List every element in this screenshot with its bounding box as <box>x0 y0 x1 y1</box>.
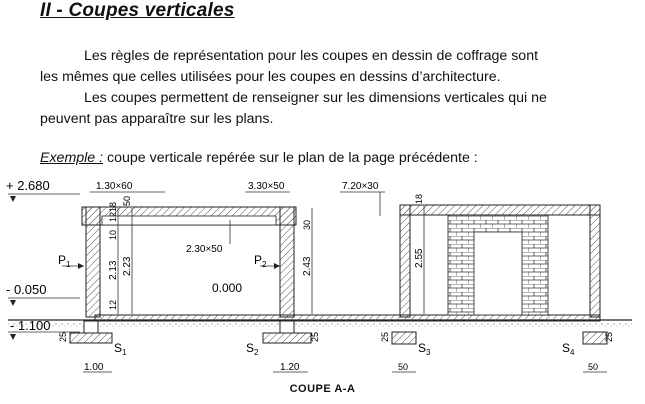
footing-s3: $S_3$ <box>418 341 431 357</box>
paragraph-purpose <box>40 88 610 130</box>
paragraph-rules <box>40 46 610 88</box>
example-label: Exemple : <box>40 150 104 166</box>
section-label-a: 1.30×60 <box>96 181 133 192</box>
dim-10: 10 <box>108 229 118 240</box>
right-wall-top <box>400 205 600 215</box>
floor-level-value: 0.000 <box>212 281 243 295</box>
dim-243: 2.43 <box>302 256 313 276</box>
dim-18a: 18 <box>108 201 118 212</box>
right-wall-right <box>590 205 600 317</box>
paragraph-purpose-rest: peuvent pas apparaître sur les plans. <box>40 111 274 127</box>
dim-25b: 25 <box>310 331 320 342</box>
width-50b: 50 <box>588 362 599 372</box>
column-p1 <box>86 207 100 317</box>
level-low: - 1.100 <box>10 318 51 333</box>
dim-12a: 12 <box>108 211 118 222</box>
footing-s1: $S_1$ <box>114 341 127 357</box>
width-50a: 50 <box>398 362 409 372</box>
example-text: coupe verticale repérée sur le plan de la page précédente : <box>103 150 478 166</box>
footing-s2: $S_2$ <box>246 341 259 357</box>
opening <box>474 232 522 315</box>
dim-25d: 25 <box>604 331 614 342</box>
width-120: 1.20 <box>280 362 300 373</box>
dim-50a: 50 <box>122 195 132 206</box>
dim-25c: 25 <box>380 331 390 342</box>
width-100: 1.00 <box>84 362 104 373</box>
right-wall-left <box>400 205 410 317</box>
level-top: + 2.680 <box>6 178 50 193</box>
dim-223: 2.23 <box>122 256 133 276</box>
dim-25a: 25 <box>58 331 68 342</box>
arrow-p1 <box>78 263 84 269</box>
drawing-caption: COUPE A-A <box>289 383 356 395</box>
paragraph-rules-rest: les mêmes que celles utilisées pour les coupes en dessins d’architecture. <box>40 69 501 85</box>
dim-255: 2.55 <box>414 248 425 268</box>
beam-left-inner <box>102 216 276 225</box>
column-p2 <box>280 207 294 317</box>
paragraph-purpose-start: Les coupes permettent de renseigner sur les dimensions verticales qui ne <box>84 90 547 106</box>
post-p2: $P_2$ <box>254 253 267 269</box>
section-label-d: 2.30×50 <box>186 244 223 255</box>
vertical-section-drawing <box>0 172 645 382</box>
section-heading: II - Coupes verticales <box>40 0 235 21</box>
dim-30: 30 <box>302 219 312 230</box>
arrow-p2 <box>274 263 280 269</box>
floor-slab <box>95 315 600 321</box>
dim-213: 2.13 <box>108 260 119 280</box>
paragraph-rules-start: Les règles de représentation pour les coupes en dessin de coffrage sont <box>84 48 539 64</box>
footing-s4: $S_4$ <box>562 341 575 357</box>
example-line <box>40 150 478 166</box>
dim-12b: 12 <box>108 299 118 310</box>
section-label-b: 3.30×50 <box>248 181 285 192</box>
section-label-c: 7.20×30 <box>342 181 379 192</box>
dim-18b: 18 <box>414 193 424 204</box>
level-mid: - 0.050 <box>6 282 47 297</box>
post-p1: $P_1$ <box>58 253 71 269</box>
